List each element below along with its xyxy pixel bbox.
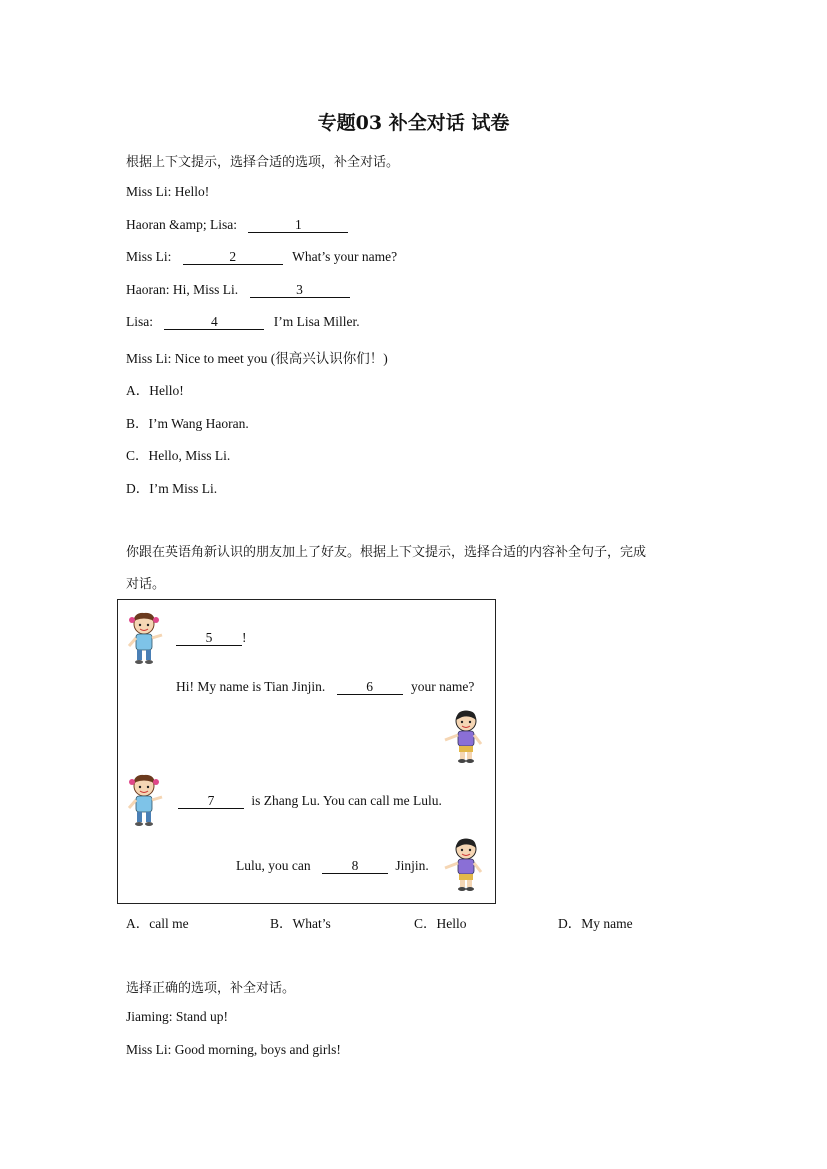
line-d2-text: Hi! My name is Tian Jinjin. [176,679,326,694]
line-5-text: I’m Lisa Miller. [273,314,360,329]
blank-2: 2 [183,250,283,265]
line-4-text: Haoran: Hi, Miss Li. [126,282,239,297]
dialog-line-1: Miss Li: Hello! [126,184,210,199]
dialog-line-3 [126,249,397,265]
line-d1-punct: ! [242,630,247,645]
blank-7: 7 [178,794,244,809]
line-5-speaker: Lisa: [126,314,153,329]
line-2-speaker: Haoran &amp; Lisa: [126,217,237,232]
section3-line-1: Jiaming: Stand up! [126,1009,228,1024]
dialog-line-d4 [236,858,429,874]
option-2d: D．My name [558,916,633,931]
section2-instruction-line2: 对话。 [126,577,166,592]
boy-illustration-2 [442,836,486,892]
option-c: C．Hello, Miss Li. [126,448,231,463]
blank-6: 6 [337,680,403,695]
blank-5: 5 [176,631,242,646]
dialog-line-5 [126,314,360,330]
section3-instruction: 选择正确的选项，补全对话。 [126,981,296,996]
boy-illustration [442,708,486,764]
blank-8: 8 [322,859,388,874]
line-3-speaker: Miss Li: [126,249,172,264]
girl-illustration [124,610,164,666]
section2-instruction-line1: 你跟在英语角新认识的朋友加上了好友。根据上下文提示，选择合适的内容补全句子，完成 [126,545,647,560]
option-a: A．Hello! [126,383,184,398]
dialog-line-6: Miss Li: Nice to meet you (很高兴认识你们！) [126,351,388,366]
option-d: D．I’m Miss Li. [126,481,218,496]
line-3-text: What’s your name? [292,249,398,264]
option-b: B．I’m Wang Haoran. [126,416,249,431]
option-2b: B．What’s [270,916,331,931]
line-d3-text: is Zhang Lu. You can call me Lulu. [251,793,442,808]
option-2c: C．Hello [414,916,467,931]
line-d2-suffix: your name? [411,679,475,694]
blank-3: 3 [250,283,350,298]
dialog-line-d1 [176,630,247,646]
blank-1: 1 [248,218,348,233]
dialog-line-4 [126,282,350,298]
blank-4: 4 [164,315,264,330]
dialog-box [117,599,496,904]
section1-instruction: 根据上下文提示，选择合适的选项，补全对话。 [126,155,400,170]
girl-illustration-2 [124,772,164,828]
option-2a: A．call me [126,916,189,931]
dialog-line-2 [126,217,348,233]
dialog-line-d3 [178,793,442,809]
line-d4-text: Lulu, you can [236,858,311,873]
page-title: 专题03 补全对话 试卷 [317,112,510,134]
dialog-line-d2 [176,679,474,695]
section3-line-2: Miss Li: Good morning, boys and girls! [126,1042,341,1057]
line-d4-suffix: Jinjin. [395,858,429,873]
